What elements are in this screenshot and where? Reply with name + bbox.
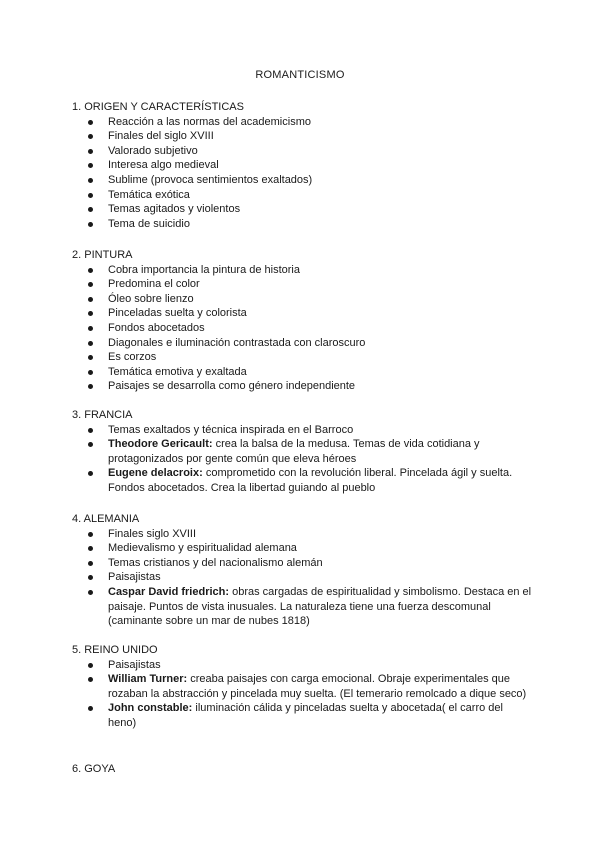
bullet-list	[72, 423, 532, 496]
bullet-icon	[88, 163, 93, 168]
bullet-icon	[88, 706, 93, 711]
bullet-icon	[88, 663, 93, 668]
artist-name: William Turner:	[108, 673, 188, 686]
list-item: Paisajes se desarrolla como género independiente	[72, 379, 532, 394]
list-item: Valorado subjetivo	[72, 144, 532, 159]
bullet-icon	[88, 282, 93, 287]
bullet-list	[72, 658, 532, 731]
section-heading: 1. ORIGEN Y CARACTERÍSTICAS	[72, 101, 244, 113]
bullet-icon	[88, 677, 93, 682]
section-heading: 3. FRANCIA	[72, 409, 133, 421]
section-reino-unido	[72, 643, 532, 731]
bullet-icon	[88, 590, 93, 595]
bullet-icon	[88, 193, 93, 198]
bullet-icon	[88, 428, 93, 433]
list-item: Temas cristianos y del nacionalismo alemán	[72, 556, 532, 571]
list-item: Reacción a las normas del academicismo	[72, 115, 532, 130]
section-heading: 2. PINTURA	[72, 249, 133, 261]
list-item: Tema de suicidio	[72, 217, 532, 232]
bullet-icon	[88, 120, 93, 125]
bullet-icon	[88, 561, 93, 566]
artist-name: John constable:	[108, 702, 193, 715]
bullet-list	[72, 263, 532, 394]
bullet-icon	[88, 134, 93, 139]
bullet-icon	[88, 546, 93, 551]
list-item: William Turner: creaba paisajes con carga emocional. Obraje experimentales que rozaban la abstracción y pincelada muy suelta. (El temerario remolcado a dique seco)	[72, 672, 532, 701]
list-item: Fondos abocetados	[72, 321, 532, 336]
list-item: Medievalismo y espiritualidad alemana	[72, 541, 532, 556]
bullet-icon	[88, 575, 93, 580]
bullet-icon	[88, 207, 93, 212]
list-item: Paisajistas	[72, 570, 532, 585]
section-heading: 6. GOYA	[72, 763, 116, 775]
list-item: Sublime (provoca sentimientos exaltados)	[72, 173, 532, 188]
section-heading: 4. ALEMANIA	[72, 513, 140, 525]
list-item: Diagonales e iluminación contrastada con claroscuro	[72, 336, 532, 351]
bullet-icon	[88, 370, 93, 375]
section-heading: 5. REINO UNIDO	[72, 644, 158, 656]
bullet-icon	[88, 311, 93, 316]
list-item: Cobra importancia la pintura de historia	[72, 263, 532, 278]
list-item: Paisajistas	[72, 658, 532, 673]
bullet-icon	[88, 297, 93, 302]
document-title: ROMANTICISMO	[255, 69, 345, 81]
section-origen	[72, 100, 532, 231]
bullet-list	[72, 527, 532, 629]
list-item: John constable: iluminación cálida y pinceladas suelta y abocetada( el carro del heno)	[72, 701, 532, 730]
list-item: Óleo sobre lienzo	[72, 292, 532, 307]
artist-name: Theodore Gericault:	[108, 438, 213, 451]
list-item: Finales del siglo XVIII	[72, 129, 532, 144]
list-item: Interesa algo medieval	[72, 158, 532, 173]
bullet-icon	[88, 471, 93, 476]
artist-name: Caspar David friedrich:	[108, 585, 230, 598]
bullet-icon	[88, 268, 93, 273]
bullet-list	[72, 115, 532, 232]
artist-name: Eugene delacroix:	[108, 467, 203, 480]
bullet-icon	[88, 149, 93, 154]
list-item: Temas agitados y violentos	[72, 202, 532, 217]
list-item: Pinceladas suelta y colorista	[72, 306, 532, 321]
bullet-icon	[88, 178, 93, 183]
list-item: Theodore Gericault: crea la balsa de la medusa. Temas de vida cotidiana y protagonizados por gente común que eleva héroes	[72, 437, 532, 466]
list-item: Predomina el color	[72, 277, 532, 292]
list-item: Temática exótica	[72, 188, 532, 203]
list-item: Es corzos	[72, 350, 532, 365]
bullet-icon	[88, 384, 93, 389]
bullet-icon	[88, 532, 93, 537]
bullet-icon	[88, 326, 93, 331]
list-item: Temas exaltados y técnica inspirada en el Barroco	[72, 423, 532, 438]
bullet-icon	[88, 355, 93, 360]
list-item: Finales siglo XVIII	[72, 527, 532, 542]
bullet-icon	[88, 442, 93, 447]
list-item: Eugene delacroix: comprometido con la revolución liberal. Pincelada ágil y suelta. Fondos abocetados. Crea la libertad guiando al pueblo	[72, 466, 532, 495]
section-alemania	[72, 512, 532, 629]
section-pintura	[72, 248, 532, 394]
section-goya	[72, 762, 532, 777]
list-item: Temática emotiva y exaltada	[72, 365, 532, 380]
bullet-icon	[88, 222, 93, 227]
list-item: Caspar David friedrich: obras cargadas de espiritualidad y simbolismo. Destaca en el paisaje. Puntos de vista inusuales. La naturaleza tiene una fuerza descomunal (caminante sobre un mar de nubes 1818)	[72, 585, 532, 629]
section-francia	[72, 408, 532, 496]
bullet-icon	[88, 341, 93, 346]
